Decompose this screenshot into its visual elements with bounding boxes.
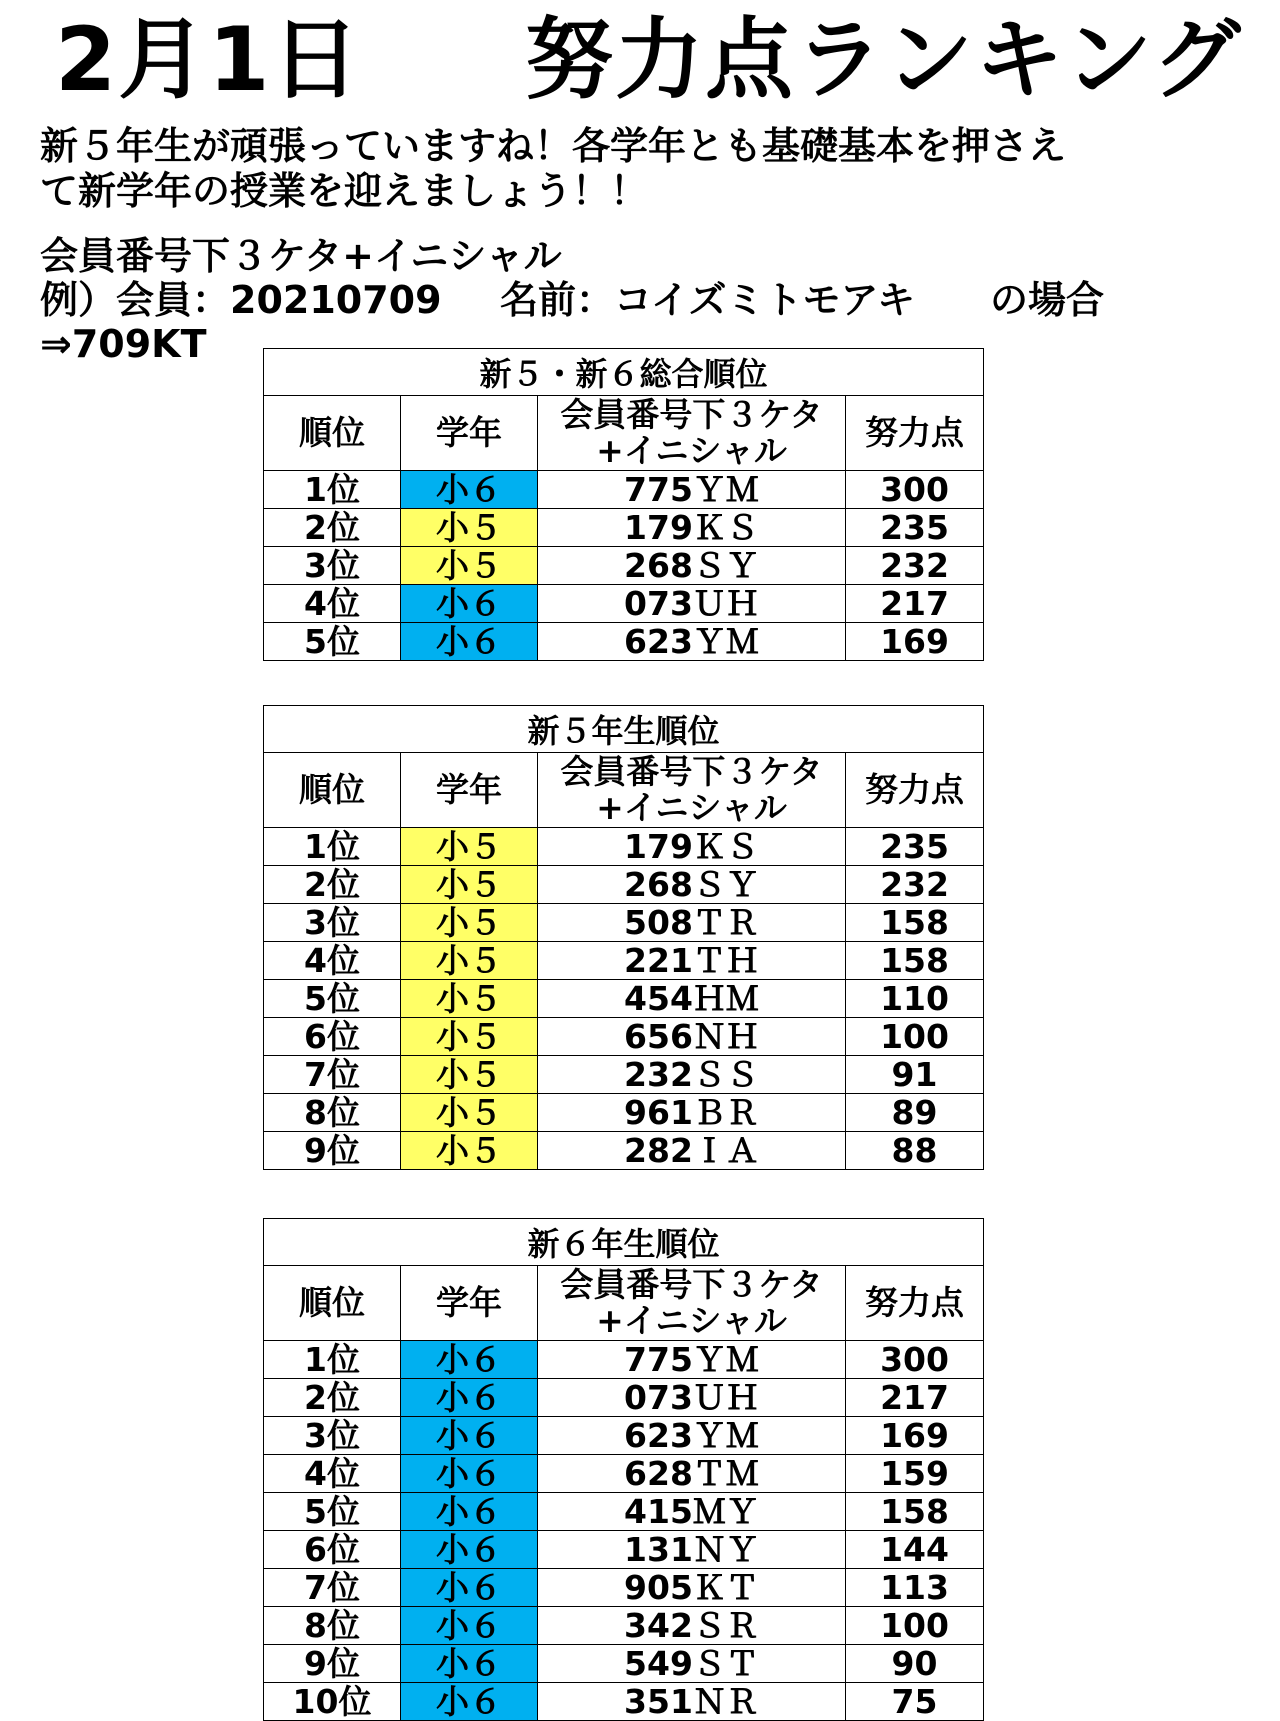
table-title: 新５年生順位	[264, 706, 984, 753]
points-cell: 144	[846, 1531, 984, 1569]
table-title: 新６年生順位	[264, 1219, 984, 1266]
member-id-cell: 775ＹＭ	[538, 471, 846, 509]
table-row	[264, 471, 984, 509]
grade-cell: 小６	[401, 1379, 538, 1417]
column-header-points: 努力点	[846, 1266, 984, 1341]
column-header-id-line1: 会員番号下３ケタ	[560, 752, 823, 791]
member-id-cell: 905ＫＴ	[538, 1569, 846, 1607]
rank-cell: 2位	[264, 509, 401, 547]
column-header-rank: 順位	[264, 396, 401, 471]
points-cell: 88	[846, 1132, 984, 1170]
grade-cell: 小６	[401, 1607, 538, 1645]
points-cell: 113	[846, 1569, 984, 1607]
member-id-cell: 549ＳＴ	[538, 1645, 846, 1683]
grade-cell: 小６	[401, 623, 538, 661]
rank-cell: 10位	[264, 1683, 401, 1721]
grade-cell: 小５	[401, 1094, 538, 1132]
rank-cell: 1位	[264, 1341, 401, 1379]
grade5-ranking-table	[263, 705, 984, 1170]
id-format-info	[40, 234, 1104, 366]
grade-cell: 小５	[401, 942, 538, 980]
grade-cell: 小５	[401, 509, 538, 547]
rank-cell: 2位	[264, 866, 401, 904]
example-name: 名前：コイズミトモアキ	[500, 278, 915, 322]
column-header-points: 努力点	[846, 396, 984, 471]
example-case: の場合	[990, 278, 1105, 322]
grade-cell: 小６	[401, 1683, 538, 1721]
table-row	[264, 1683, 984, 1721]
table-row	[264, 1094, 984, 1132]
example-result: ⇒709KT	[40, 322, 207, 366]
column-header-points: 努力点	[846, 753, 984, 828]
member-id-cell: 179ＫＳ	[538, 509, 846, 547]
member-id-cell: 282ＩＡ	[538, 1132, 846, 1170]
rank-cell: 5位	[264, 623, 401, 661]
format-label: 会員番号下３ケタ+イニシャル	[40, 234, 562, 278]
example-member: 例）会員：20210709	[40, 278, 442, 322]
column-header-id	[538, 1266, 846, 1341]
points-cell: 300	[846, 1341, 984, 1379]
points-cell: 232	[846, 547, 984, 585]
member-id-cell: 623ＹＭ	[538, 1417, 846, 1455]
points-cell: 110	[846, 980, 984, 1018]
table-row	[264, 828, 984, 866]
rank-cell: 7位	[264, 1569, 401, 1607]
grade-cell: 小６	[401, 1645, 538, 1683]
table-row	[264, 509, 984, 547]
table-row	[264, 1341, 984, 1379]
member-id-cell: 232ＳＳ	[538, 1056, 846, 1094]
column-header-grade: 学年	[401, 1266, 538, 1341]
grade-cell: 小５	[401, 1132, 538, 1170]
points-cell: 100	[846, 1018, 984, 1056]
member-id-cell: 623ＹＭ	[538, 623, 846, 661]
points-cell: 158	[846, 904, 984, 942]
table-row	[264, 1455, 984, 1493]
member-id-cell: 179ＫＳ	[538, 828, 846, 866]
rank-cell: 3位	[264, 1417, 401, 1455]
member-id-cell: 268ＳＹ	[538, 866, 846, 904]
points-cell: 91	[846, 1056, 984, 1094]
member-id-cell: 351ＮＲ	[538, 1683, 846, 1721]
points-cell: 159	[846, 1455, 984, 1493]
points-cell: 169	[846, 623, 984, 661]
grade6-ranking-table	[263, 1218, 984, 1721]
table-row	[264, 1018, 984, 1056]
table-row	[264, 1531, 984, 1569]
member-id-cell: 961ＢＲ	[538, 1094, 846, 1132]
title-date: 2月1日	[55, 8, 362, 111]
table-row	[264, 585, 984, 623]
member-id-cell: 073ＵＨ	[538, 585, 846, 623]
rank-cell: 9位	[264, 1132, 401, 1170]
points-cell: 217	[846, 585, 984, 623]
points-cell: 158	[846, 942, 984, 980]
column-header-id	[538, 396, 846, 471]
table-row	[264, 942, 984, 980]
grade-cell: 小５	[401, 866, 538, 904]
points-cell: 235	[846, 509, 984, 547]
column-header-rank: 順位	[264, 1266, 401, 1341]
format-example	[40, 278, 1104, 322]
grade-cell: 小５	[401, 904, 538, 942]
points-cell: 235	[846, 828, 984, 866]
rank-cell: 2位	[264, 1379, 401, 1417]
column-header-grade: 学年	[401, 396, 538, 471]
points-cell: 158	[846, 1493, 984, 1531]
table-row	[264, 1493, 984, 1531]
member-id-cell: 628ＴＭ	[538, 1455, 846, 1493]
member-id-cell: 508ＴＲ	[538, 904, 846, 942]
grade-cell: 小６	[401, 1455, 538, 1493]
column-header-id-line1: 会員番号下３ケタ	[560, 1265, 823, 1304]
column-header-rank: 順位	[264, 753, 401, 828]
rank-cell: 5位	[264, 980, 401, 1018]
points-cell: 300	[846, 471, 984, 509]
grade-cell: 小６	[401, 1417, 538, 1455]
grade-cell: 小６	[401, 471, 538, 509]
column-header-id-line1: 会員番号下３ケタ	[560, 395, 823, 434]
table-row	[264, 1569, 984, 1607]
column-header-id	[538, 753, 846, 828]
rank-cell: 4位	[264, 1455, 401, 1493]
rank-cell: 3位	[264, 904, 401, 942]
grade-cell: 小６	[401, 1493, 538, 1531]
table-row	[264, 547, 984, 585]
table-row	[264, 866, 984, 904]
grade-cell: 小６	[401, 585, 538, 623]
table-row	[264, 1132, 984, 1170]
overall-ranking-table	[263, 348, 984, 661]
rank-cell: 8位	[264, 1607, 401, 1645]
grade-cell: 小６	[401, 1531, 538, 1569]
grade-cell: 小５	[401, 1056, 538, 1094]
member-id-cell: 131ＮＹ	[538, 1531, 846, 1569]
grade-cell: 小５	[401, 828, 538, 866]
table-row	[264, 623, 984, 661]
rank-cell: 8位	[264, 1094, 401, 1132]
table-row	[264, 1056, 984, 1094]
rank-cell: 1位	[264, 828, 401, 866]
points-cell: 232	[846, 866, 984, 904]
member-id-cell: 221ＴＨ	[538, 942, 846, 980]
table-row	[264, 904, 984, 942]
points-cell: 90	[846, 1645, 984, 1683]
grade-cell: 小５	[401, 547, 538, 585]
points-cell: 169	[846, 1417, 984, 1455]
points-cell: 217	[846, 1379, 984, 1417]
grade-cell: 小６	[401, 1341, 538, 1379]
table-row	[264, 1379, 984, 1417]
grade-cell: 小６	[401, 1569, 538, 1607]
member-id-cell: 073ＵＨ	[538, 1379, 846, 1417]
table-row	[264, 1417, 984, 1455]
rank-cell: 4位	[264, 942, 401, 980]
table-title: 新５・新６総合順位	[264, 349, 984, 396]
table-row	[264, 980, 984, 1018]
rank-cell: 9位	[264, 1645, 401, 1683]
page-title	[55, 8, 1242, 112]
points-cell: 75	[846, 1683, 984, 1721]
title-text: 努力点ランキング	[525, 8, 1243, 111]
column-header-id-line2: +イニシャル	[596, 431, 787, 470]
announcement-message: 新５年生が頑張っていますね！各学年とも基礎基本を押さえ て新学年の授業を迎えましょう！！	[40, 124, 1067, 213]
member-id-cell: 268ＳＹ	[538, 547, 846, 585]
grade-cell: 小５	[401, 1018, 538, 1056]
rank-cell: 7位	[264, 1056, 401, 1094]
rank-cell: 6位	[264, 1531, 401, 1569]
rank-cell: 1位	[264, 471, 401, 509]
column-header-grade: 学年	[401, 753, 538, 828]
rank-cell: 4位	[264, 585, 401, 623]
member-id-cell: 454ＨＭ	[538, 980, 846, 1018]
rank-cell: 6位	[264, 1018, 401, 1056]
rank-cell: 5位	[264, 1493, 401, 1531]
rank-cell: 3位	[264, 547, 401, 585]
member-id-cell: 775ＹＭ	[538, 1341, 846, 1379]
column-header-id-line2: +イニシャル	[596, 1301, 787, 1340]
member-id-cell: 415ＭＹ	[538, 1493, 846, 1531]
grade-cell: 小５	[401, 980, 538, 1018]
points-cell: 100	[846, 1607, 984, 1645]
table-row	[264, 1607, 984, 1645]
points-cell: 89	[846, 1094, 984, 1132]
member-id-cell: 342ＳＲ	[538, 1607, 846, 1645]
member-id-cell: 656ＮＨ	[538, 1018, 846, 1056]
column-header-id-line2: +イニシャル	[596, 788, 787, 827]
table-row	[264, 1645, 984, 1683]
